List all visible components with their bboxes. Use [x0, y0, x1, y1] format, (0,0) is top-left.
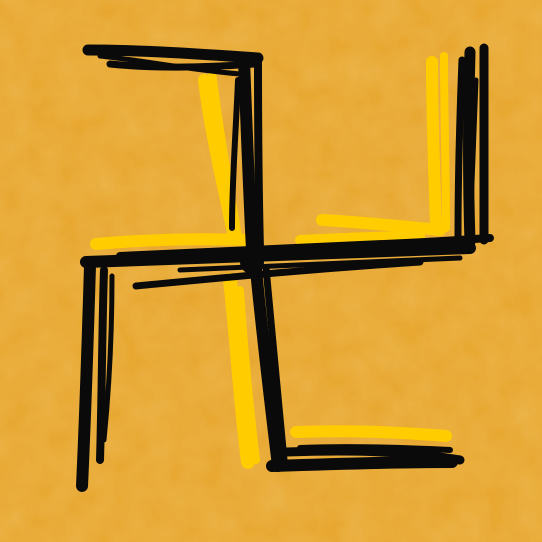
- black-stroke-bottom-arm-3: [300, 447, 450, 450]
- yellow-stroke-left-horizontal: [96, 239, 250, 244]
- black-stroke-upper-vertical-2: [258, 58, 260, 250]
- black-stroke-left-vertical: [82, 266, 90, 486]
- yellow-stroke-right-vertical-2: [444, 56, 446, 228]
- black-stroke-right-vertical-3: [458, 60, 462, 238]
- black-stroke-bottom-arm: [272, 462, 452, 466]
- yellow-stroke-bottom-horizontal: [296, 431, 446, 436]
- yellow-stroke-right-vertical: [432, 62, 436, 226]
- center-crossing-blot: [240, 250, 264, 274]
- black-stroke-upper-vertical: [244, 60, 252, 250]
